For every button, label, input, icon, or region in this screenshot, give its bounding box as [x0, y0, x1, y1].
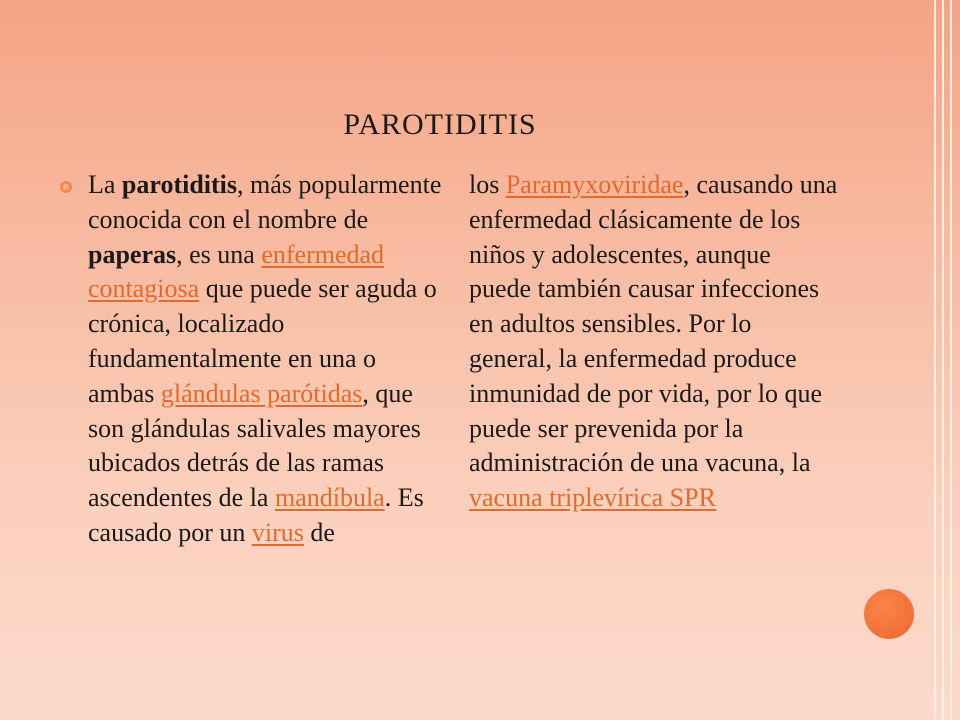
link-enfermedad-contagiosa[interactable]: enfermedad contagiosa — [88, 239, 385, 304]
slide-title: PAROTIDITIS — [343, 108, 537, 141]
frame-line — [950, 0, 952, 720]
left-text-column — [88, 168, 443, 551]
frame-line — [942, 0, 944, 720]
frame-line — [934, 0, 936, 720]
link-glandulas-parotidas[interactable]: glándulas parótidas — [160, 378, 363, 408]
text-run: La — [88, 170, 122, 199]
bold-term-paperas: paperas — [88, 239, 177, 269]
text-run: . Es causado por un — [88, 483, 424, 547]
text-run: , más popularmente conocida con el nombre de — [88, 170, 442, 234]
right-text-column — [469, 168, 839, 516]
link-paramyxoviridae[interactable]: Paramyxoviridae — [505, 170, 684, 199]
text-run: , causando una enfermedad clásicamente de los niños y adolescentes, aunque puede también causar infecciones en adultos sensibles. Por lo general, la enfermedad produce inmunidad de por vida, por lo que puede ser prevenida por la administración de una vacuna, la — [469, 170, 838, 478]
text-run: , es una — [176, 239, 262, 269]
link-mandibula[interactable]: mandíbula — [274, 483, 385, 513]
text-run: de — [303, 517, 335, 547]
decorative-orange-circle — [864, 589, 914, 639]
text-run: , que son glándulas salivales mayores ubicados detrás de las ramas ascendentes de la — [88, 378, 421, 513]
bold-term-parotiditis: parotiditis — [121, 170, 238, 199]
text-run: que puede ser aguda o crónica, localizado fundamentalmente en una o ambas — [88, 274, 437, 408]
link-vacuna-triplevirica-spr[interactable]: vacuna triplevírica SPR — [469, 483, 716, 513]
text-run: los — [469, 170, 506, 199]
slide-frame-lines — [930, 0, 960, 720]
link-virus[interactable]: virus — [251, 517, 304, 547]
bullet-circle-icon — [60, 181, 72, 193]
